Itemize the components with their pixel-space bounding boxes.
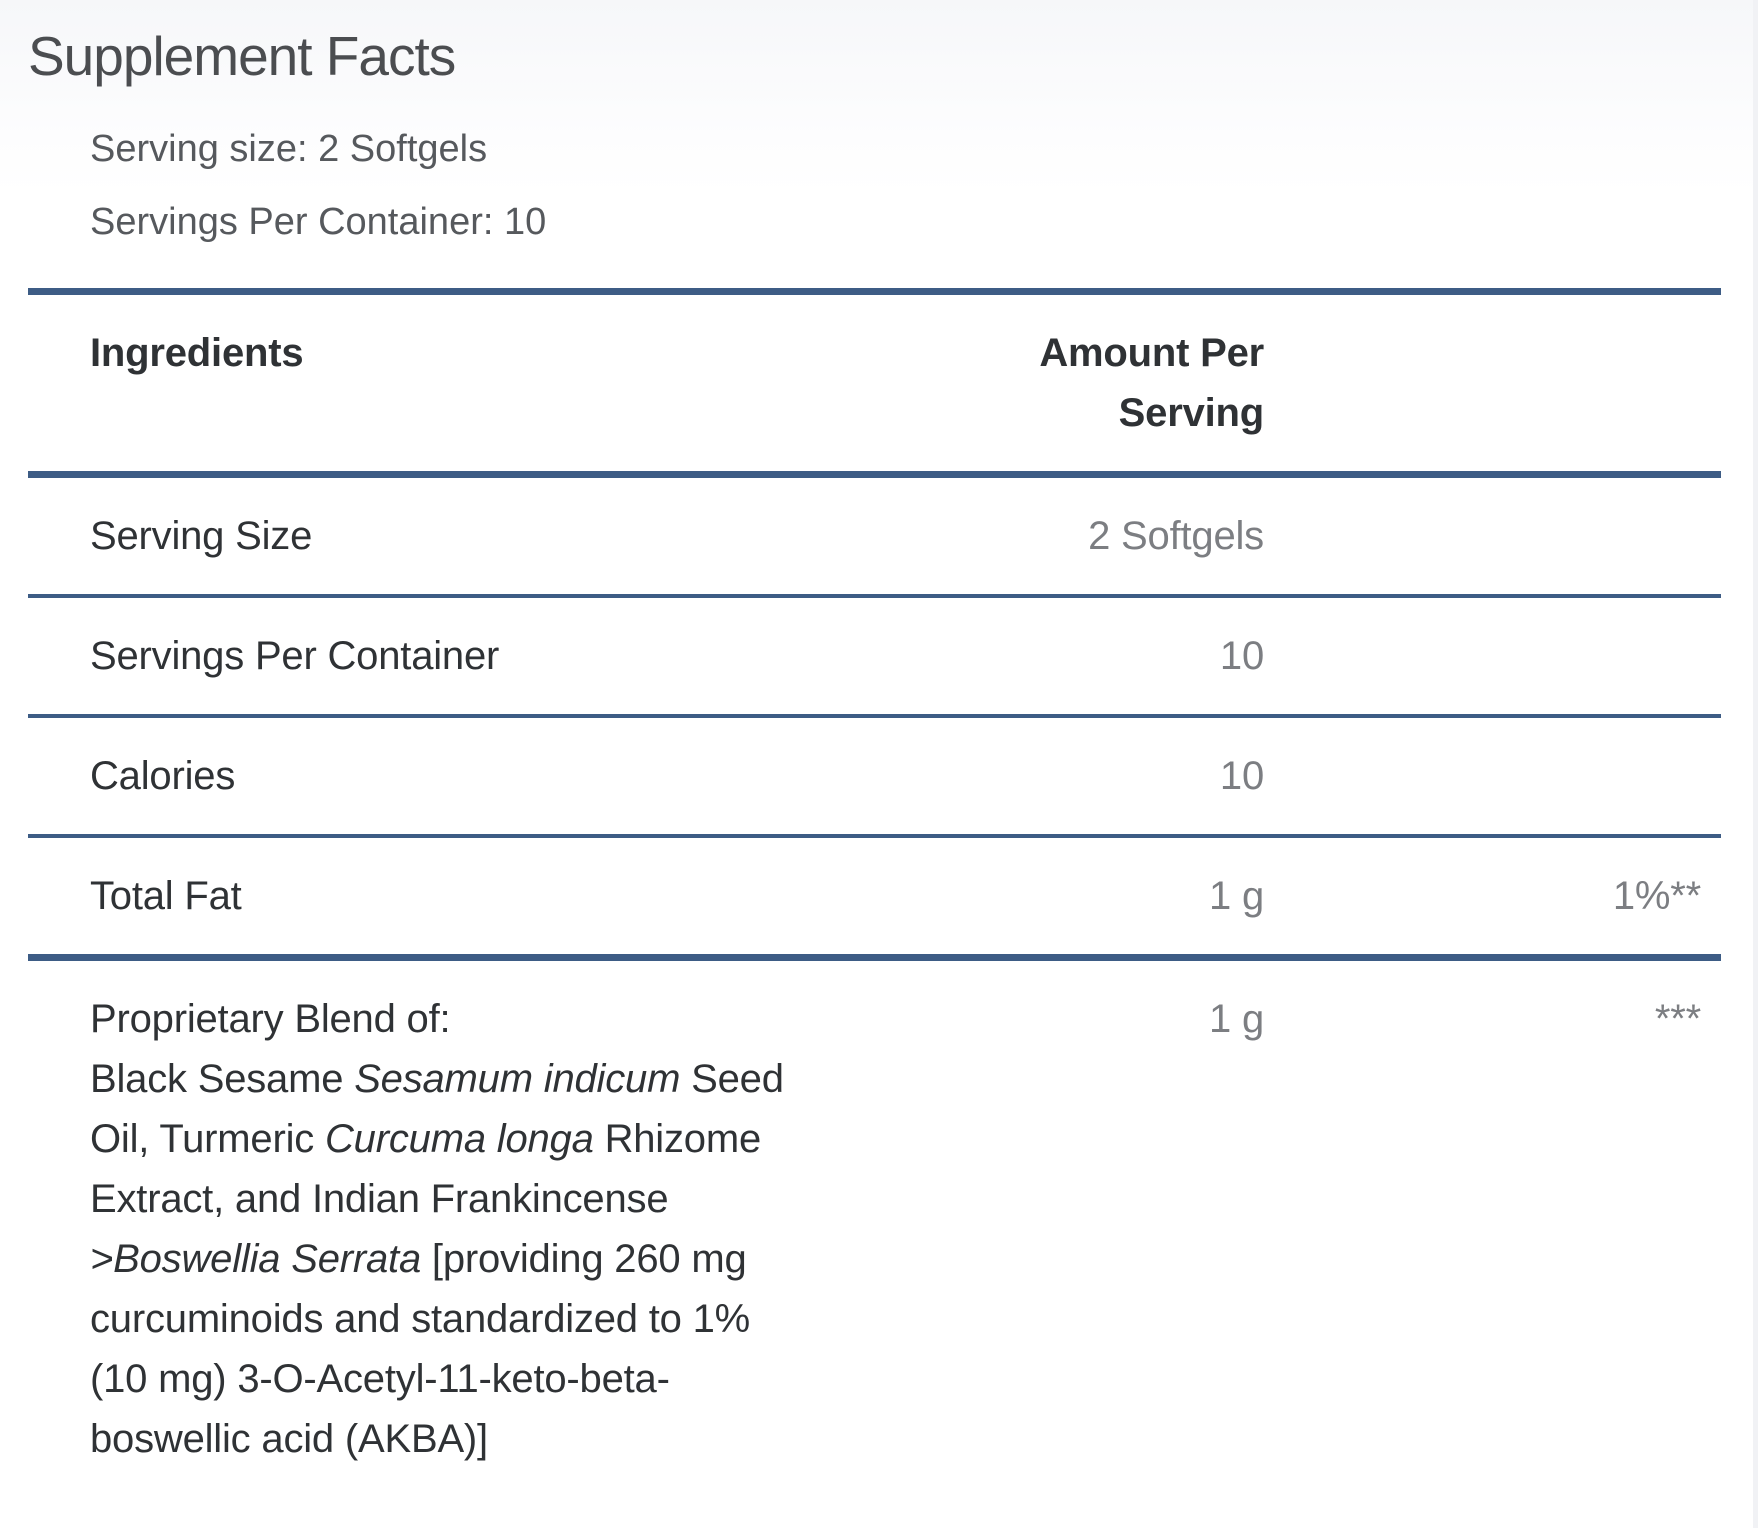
column-header-daily-value (1264, 291, 1721, 474)
serving-size-line: Serving size: 2 Softgels (90, 127, 488, 170)
table-row-total-fat (28, 836, 1721, 958)
table-row-calories (28, 716, 1721, 836)
daily-value (1264, 716, 1721, 836)
amount-value: 10 (841, 596, 1264, 716)
daily-value: *** (1654, 996, 1701, 1041)
supplement-facts-table (28, 288, 1721, 1497)
table-row-servings-per-container (28, 596, 1721, 716)
page-title: Supplement Facts (28, 25, 456, 87)
amount-value: 1 g (1208, 996, 1264, 1041)
daily-value: 1%** (1264, 836, 1721, 958)
row-label: Calories (28, 716, 841, 836)
daily-value (1264, 596, 1721, 716)
table-row-proprietary-blend (28, 957, 1721, 1497)
row-label: Servings Per Container (28, 596, 841, 716)
blend-text-segment: Black Sesame (90, 1056, 355, 1101)
table-row-serving-size (28, 474, 1721, 596)
table-header (28, 291, 1721, 474)
table-header-row (28, 291, 1721, 474)
table-body (28, 474, 1721, 1497)
amount-value: 1 g (841, 836, 1264, 958)
blend-latin-name: >Boswellia Serrata (90, 1236, 422, 1281)
column-header-amount-per-serving (841, 291, 1264, 474)
servings-per-container-line: Servings Per Container: 10 (90, 201, 547, 244)
blend-latin-name: Sesamum indicum (354, 1056, 681, 1101)
blend-text-segment: [providing 260 mg curcuminoids and standardized to 1% (10 mg) 3-O-Acetyl-11-keto-beta-boswellic acid (AKBA)] (90, 1236, 751, 1461)
proprietary-blend-title: Proprietary Blend of: (90, 996, 451, 1041)
amount-value: 2 Softgels (841, 474, 1264, 596)
proprietary-blend-description (90, 1049, 802, 1469)
column-header-ingredients: Ingredients (28, 291, 841, 474)
row-label (28, 957, 841, 1497)
serving-info (90, 127, 1758, 246)
row-label: Total Fat (28, 836, 841, 958)
blend-latin-name: Curcuma longa (325, 1116, 594, 1161)
amount-value: 10 (841, 716, 1264, 836)
amount-per-serving-label: Amount Per Serving (1039, 330, 1264, 435)
blend-text-segment: Rhizome Extract, and Indian Frankincense (90, 1116, 762, 1221)
daily-value (1264, 474, 1721, 596)
row-label: Serving Size (28, 474, 841, 596)
page-right-edge-strip (1753, 0, 1758, 1528)
blend-text-segment: Seed Oil, Turmeric (90, 1056, 784, 1161)
